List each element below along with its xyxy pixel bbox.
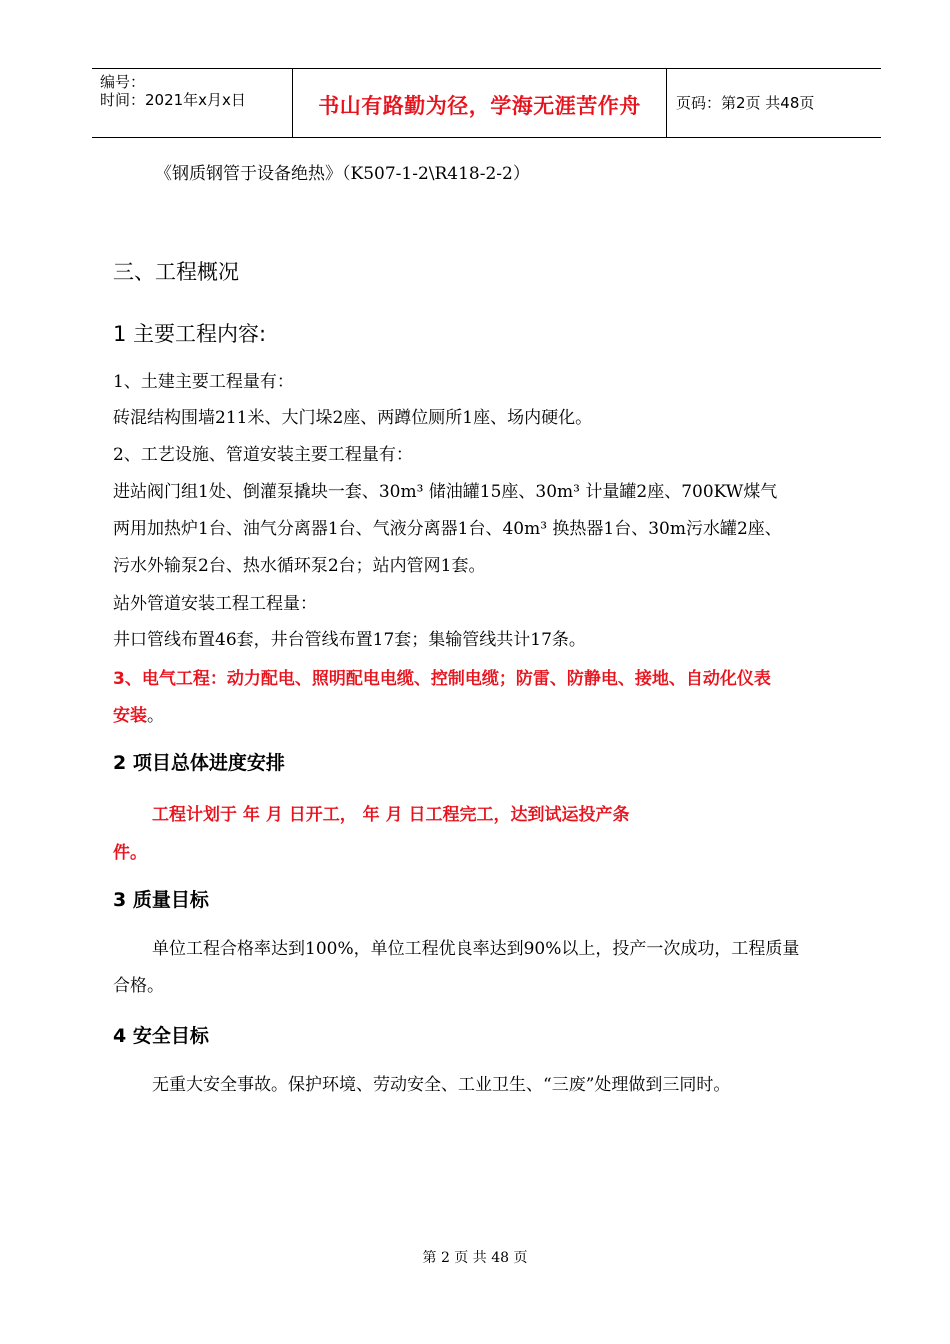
- schedule-line: 件。: [113, 843, 147, 863]
- item-title: 1、土建主要工程量有：: [113, 372, 294, 392]
- paragraph: 砖混结构围墙211米、大门垛2座、两蹲位厕所1座、场内硬化。: [113, 408, 593, 428]
- paragraph-line: 污水外输泵2台、热水循环泵2台；站内管网1套。: [113, 556, 486, 576]
- paragraph-line: 合格。: [113, 976, 164, 996]
- subsection-title: 1 主要工程内容:: [113, 322, 267, 346]
- subsection-title: 2 项目总体进度安排: [113, 752, 285, 774]
- subsection-title: 3 质量目标: [113, 889, 209, 911]
- page-header: [92, 68, 881, 138]
- doc-number-label: 编号：: [100, 73, 146, 91]
- paragraph-line: 两用加热炉1台、油气分离器1台、气液分离器1台、40m³ 换热器1台、30m污水罐2座、: [113, 519, 782, 539]
- reference-standard: 《钢质钢管于设备绝热》（K507-1-2\R418-2-2）: [155, 164, 530, 184]
- paragraph: 无重大安全事故。保护环境、劳动安全、工业卫生、“三废”处理做到三同时。: [152, 1075, 731, 1095]
- paragraph-line: 单位工程合格率达到100%，单位工程优良率达到90%以上，投产一次成功，工程质量: [152, 939, 800, 959]
- paragraph: 井口管线布置46套，井台管线布置17套；集输管线共计17条。: [113, 630, 586, 650]
- page-footer: 第 2 页 共 48 页: [422, 1250, 528, 1266]
- subsection-title: 4 安全目标: [113, 1025, 209, 1047]
- item-title: 2、工艺设施、管道安装主要工程量有：: [113, 445, 413, 465]
- paragraph-line: 进站阀门组1处、倒灌泵撬块一套、30m³ 储油罐15座、30m³ 计量罐2座、700KW煤气: [113, 482, 778, 502]
- doc-time-label: 时间：2021年x月x日: [100, 91, 246, 109]
- highlighted-line-wrap: [113, 701, 164, 728]
- schedule-line: 工程计划于 年 月 日开工， 年 月 日工程完工，达到试运投产条: [152, 805, 630, 825]
- punctuation: 。: [147, 706, 164, 726]
- header-slogan: 书山有路勤为径，学海无涯苦作舟: [318, 94, 641, 118]
- item-title: 站外管道安装工程工程量：: [113, 594, 317, 614]
- highlighted-line: 3、电气工程：动力配电、照明配电电缆、控制电缆；防雷、防静电、接地、自动化仪表: [113, 669, 771, 689]
- section-title: 三、工程概况: [113, 260, 239, 284]
- header-page-number: 页码：第2页 共48页: [676, 94, 815, 112]
- highlighted-text: 安装: [113, 706, 147, 726]
